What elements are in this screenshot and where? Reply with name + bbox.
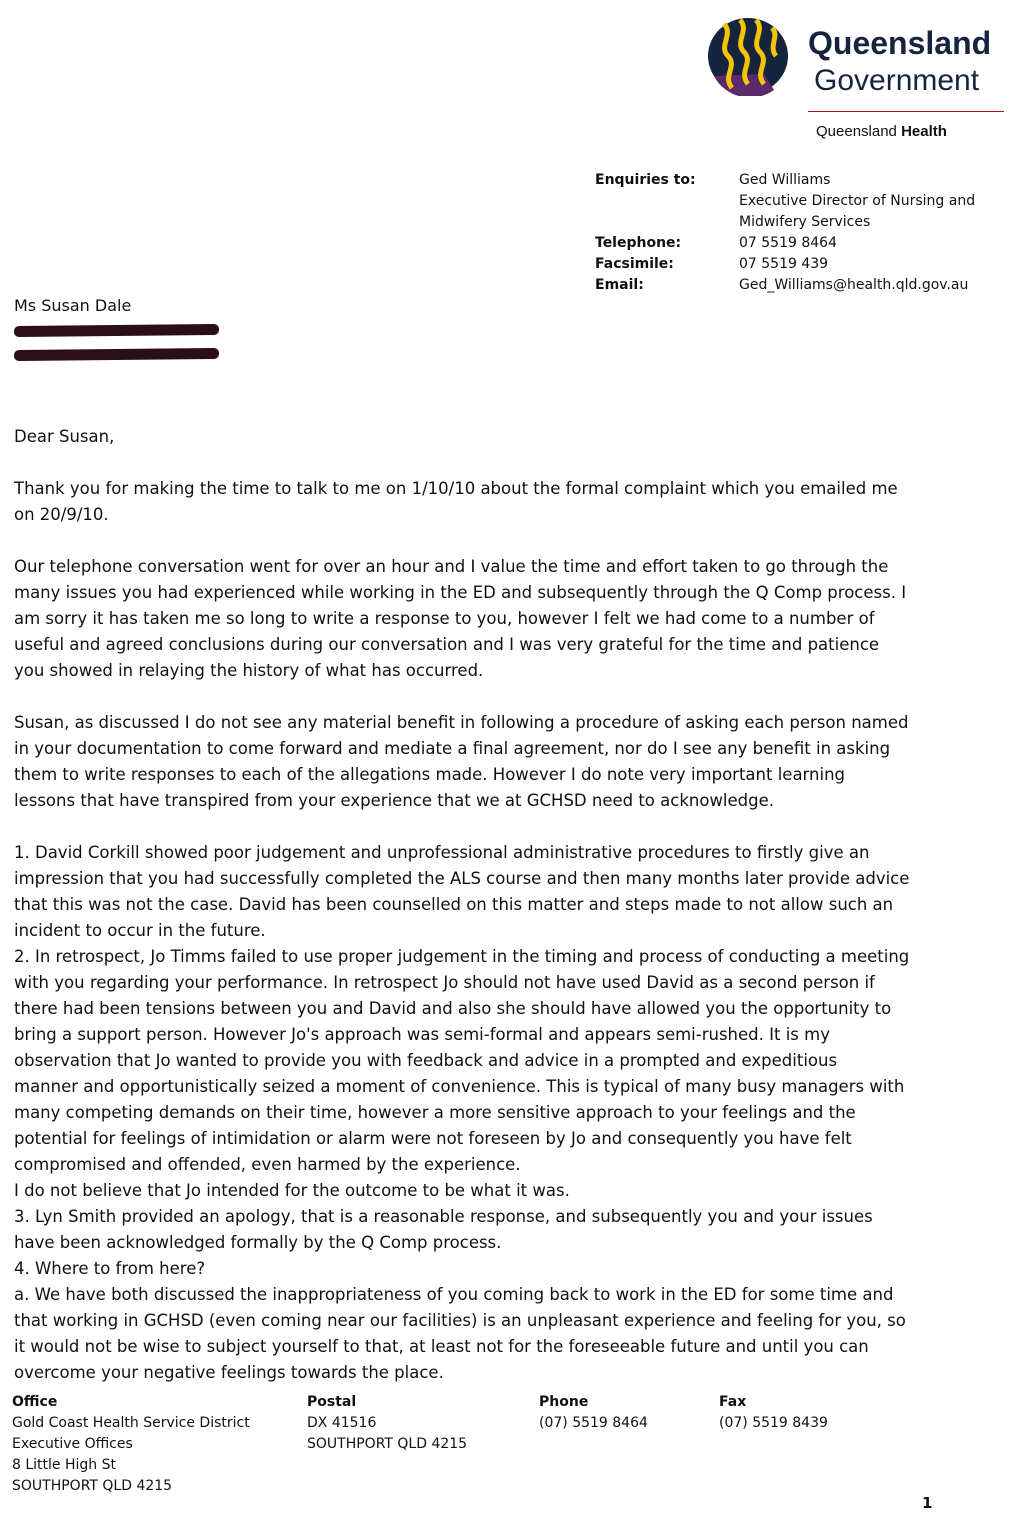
footer-fax-label: Fax: [719, 1394, 747, 1410]
footer-postal-line: DX 41516: [307, 1415, 377, 1431]
email-label: Email:: [595, 277, 644, 293]
logo-text-government: Government: [814, 64, 980, 97]
contact-name: Ged Williams: [739, 172, 831, 188]
paragraph-line: overcome your negative feelings towards the place.: [14, 1363, 444, 1382]
footer-phone: [539, 1392, 648, 1434]
paragraph-line: 4. Where to from here?: [14, 1259, 206, 1278]
paragraph-line: 2. In retrospect, Jo Timms failed to use proper judgement in the timing and process of conducting a meeting: [14, 947, 910, 966]
paragraph-line: manner and opportunistically seized a moment of convenience. This is typical of many busy managers with: [14, 1077, 905, 1096]
facsimile-label: Facsimile:: [595, 256, 674, 272]
queensland-government-logo: [704, 12, 1004, 98]
paragraph-line: 1. David Corkill showed poor judgement and unprofessional administrative procedures to firstly give an: [14, 843, 870, 862]
salutation: Dear Susan,: [14, 427, 115, 446]
footer-office-line: Executive Offices: [12, 1436, 133, 1452]
paragraph-line: am sorry it has taken me so long to write a response to you, however I felt we had come to a number of: [14, 609, 875, 628]
paragraph-line: in your documentation to come forward and mediate a final agreement, nor do I see any benefit in asking: [14, 739, 891, 758]
footer-postal-label: Postal: [307, 1394, 357, 1410]
paragraph-line: impression that you had successfully completed the ALS course and then many months later provide advice: [14, 869, 910, 888]
footer-office: [12, 1392, 250, 1497]
paragraph-line: useful and agreed conclusions during our conversation and I was very grateful for the time and patience: [14, 635, 880, 654]
paragraph-line: incident to occur in the future.: [14, 921, 266, 940]
footer-office-label: Office: [12, 1394, 58, 1410]
paragraph-line: Our telephone conversation went for over an hour and I value the time and effort taken to go through the: [14, 557, 889, 576]
email-value: Ged_Williams@health.qld.gov.au: [739, 277, 969, 293]
recipient-name: Ms Susan Dale: [14, 296, 132, 315]
telephone-label: Telephone:: [595, 235, 682, 251]
paragraph-line: lessons that have transpired from your experience that we at GCHSD need to acknowledge.: [14, 791, 775, 810]
paragraph-line: a. We have both discussed the inappropriateness of you coming back to work in the ED for some time and: [14, 1285, 894, 1304]
telephone-value: 07 5519 8464: [739, 235, 837, 251]
paragraph-line: them to write responses to each of the allegations made. However I do note very important learning: [14, 765, 846, 784]
paragraph-line: that working in GCHSD (even coming near our facilities) is an unpleasant experience and feeling for you, so: [14, 1311, 906, 1330]
paragraph-line: it would not be wise to subject yourself to that, at least not for the foreseeable future and until you can: [14, 1337, 869, 1356]
paragraph-line: that this was not the case. David has been counselled on this matter and steps made to not allow such an: [14, 895, 894, 914]
facsimile-value: 07 5519 439: [739, 256, 829, 272]
logo-text-queensland: Queensland: [808, 25, 992, 61]
footer-office-line: 8 Little High St: [12, 1457, 116, 1473]
footer-office-line: SOUTHPORT QLD 4215: [12, 1478, 173, 1494]
paragraph-line: observation that Jo wanted to provide you with feedback and advice in a prompted and expeditious: [14, 1051, 838, 1070]
footer-fax-value: (07) 5519 8439: [719, 1415, 828, 1431]
queensland-emblem-icon: [704, 14, 800, 96]
paragraph-line: you showed in relaying the history of what has occurred.: [14, 661, 484, 680]
paragraph-line: potential for feelings of intimidation or alarm were not foreseen by Jo and consequently you have felt: [14, 1129, 852, 1148]
footer-phone-label: Phone: [539, 1394, 589, 1410]
footer-phone-value: (07) 5519 8464: [539, 1415, 648, 1431]
paragraph-line: many issues you had experienced while working in the ED and subsequently through the Q Comp process. I: [14, 583, 907, 602]
paragraph-line: I do not believe that Jo intended for the outcome to be what it was.: [14, 1181, 570, 1200]
redacted-address-line: [14, 324, 219, 337]
contact-title-line2: Midwifery Services: [739, 214, 871, 230]
letter-body: [14, 424, 1004, 1386]
footer-office-line: Gold Coast Health Service District: [12, 1415, 250, 1431]
redacted-address-line: [14, 348, 219, 361]
footer-fax: [719, 1392, 828, 1434]
footer-postal: [307, 1392, 467, 1455]
paragraph-line: have been acknowledged formally by the Q Comp process.: [14, 1233, 502, 1252]
paragraph-line: there had been tensions between you and David and also she should have allowed you the opportunity to: [14, 999, 892, 1018]
footer-postal-line: SOUTHPORT QLD 4215: [307, 1436, 468, 1452]
paragraph-line: Susan, as discussed I do not see any material benefit in following a procedure of asking each person named: [14, 713, 909, 732]
contact-title-line1: Executive Director of Nursing and: [739, 193, 976, 209]
department-name: [816, 123, 947, 140]
page-number: 1: [922, 1494, 933, 1512]
letterhead-rule: [808, 111, 1004, 112]
enquiries-label: Enquiries to:: [595, 172, 696, 188]
paragraph-line: many competing demands on their time, however a more sensitive approach to your feelings and the: [14, 1103, 856, 1122]
paragraph-line: bring a support person. However Jo's approach was semi-formal and appears semi-rushed. It is my: [14, 1025, 830, 1044]
paragraph-line: 3. Lyn Smith provided an apology, that is a reasonable response, and subsequently you and your issues: [14, 1207, 873, 1226]
paragraph-line: Thank you for making the time to talk to me on 1/10/10 about the formal complaint which you emailed me: [14, 479, 898, 498]
paragraph-line: with you regarding your performance. In retrospect Jo should not have used David as a second person if: [14, 973, 875, 992]
paragraph-line: on 20/9/10.: [14, 505, 109, 524]
department-bold: Health: [901, 123, 947, 140]
paragraph-line: compromised and offended, even harmed by the experience.: [14, 1155, 521, 1174]
department-prefix: Queensland: [816, 123, 902, 140]
